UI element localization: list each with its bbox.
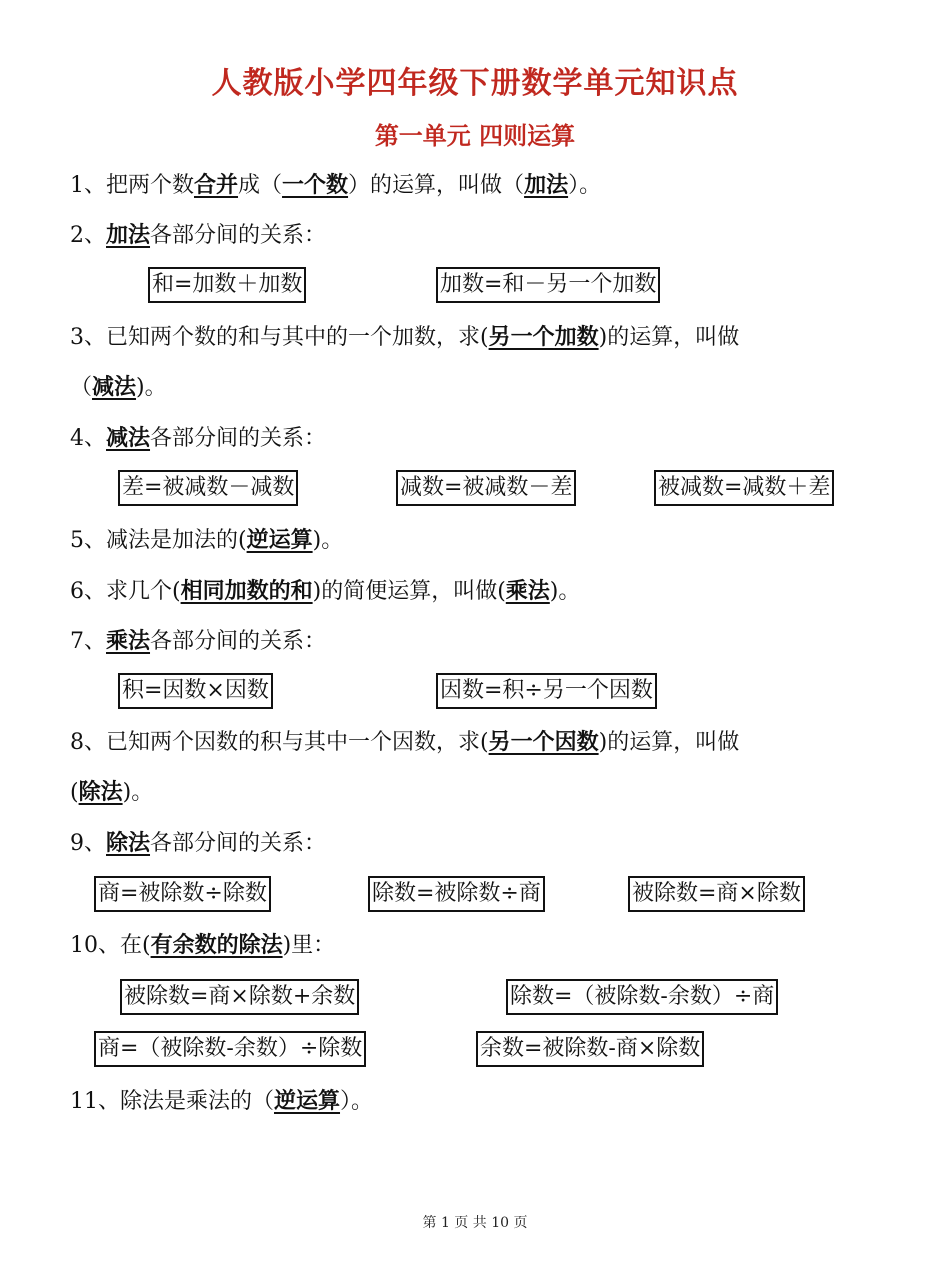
item-7: 7、乘法各部分间的关系： — [70, 628, 327, 654]
formula-box-div-2: 除数=被除数÷商 — [368, 876, 545, 912]
item-8: 8、已知两个因数的积与其中一个因数，求(另一个因数)的运算，叫做 — [70, 729, 740, 755]
formula-box-add-2: 加数=和－另一个加数 — [436, 267, 660, 303]
item-9: 9、除法各部分间的关系： — [70, 830, 327, 856]
item-8-cont: (除法)。 — [70, 779, 154, 805]
page-footer: 第 1 页 共 10 页 — [422, 1215, 528, 1231]
item-10: 10、在(有余数的除法)里： — [70, 932, 336, 958]
formula-box-rem-3: 商=（被除数-余数）÷除数 — [94, 1031, 366, 1067]
item-11: 11、除法是乘法的（逆运算）。 — [70, 1088, 374, 1114]
formula-box-rem-2: 除数=（被除数-余数）÷商 — [506, 979, 778, 1015]
formula-box-sub-2: 减数=被减数－差 — [396, 470, 576, 506]
item-2: 2、加法各部分间的关系： — [70, 222, 327, 248]
formula-box-rem-4: 余数=被除数-商×除数 — [476, 1031, 704, 1067]
formula-box-mul-1: 积=因数×因数 — [118, 673, 273, 709]
item-4: 4、减法各部分间的关系： — [70, 425, 327, 451]
formula-box-rem-1: 被除数=商×除数+余数 — [120, 979, 359, 1015]
unit-title: 第一单元 四则运算 — [374, 121, 576, 150]
formula-box-div-3: 被除数=商×除数 — [628, 876, 805, 912]
item-1: 1、把两个数合并成（一个数）的运算，叫做（加法）。 — [70, 172, 602, 198]
page-title: 人教版小学四年级下册数学单元知识点 — [211, 66, 739, 101]
item-3-cont: （减法)。 — [70, 374, 167, 400]
formula-box-add-1: 和=加数＋加数 — [148, 267, 306, 303]
item-6: 6、求几个(相同加数的和)的简便运算，叫做(乘法)。 — [70, 578, 581, 604]
formula-box-sub-3: 被减数=减数＋差 — [654, 470, 834, 506]
item-5: 5、减法是加法的(逆运算)。 — [70, 527, 344, 553]
formula-box-div-1: 商=被除数÷除数 — [94, 876, 271, 912]
formula-box-sub-1: 差=被减数－减数 — [118, 470, 298, 506]
item-3: 3、已知两个数的和与其中的一个加数，求(另一个加数)的运算，叫做 — [70, 324, 740, 350]
formula-box-mul-2: 因数=积÷另一个因数 — [436, 673, 657, 709]
